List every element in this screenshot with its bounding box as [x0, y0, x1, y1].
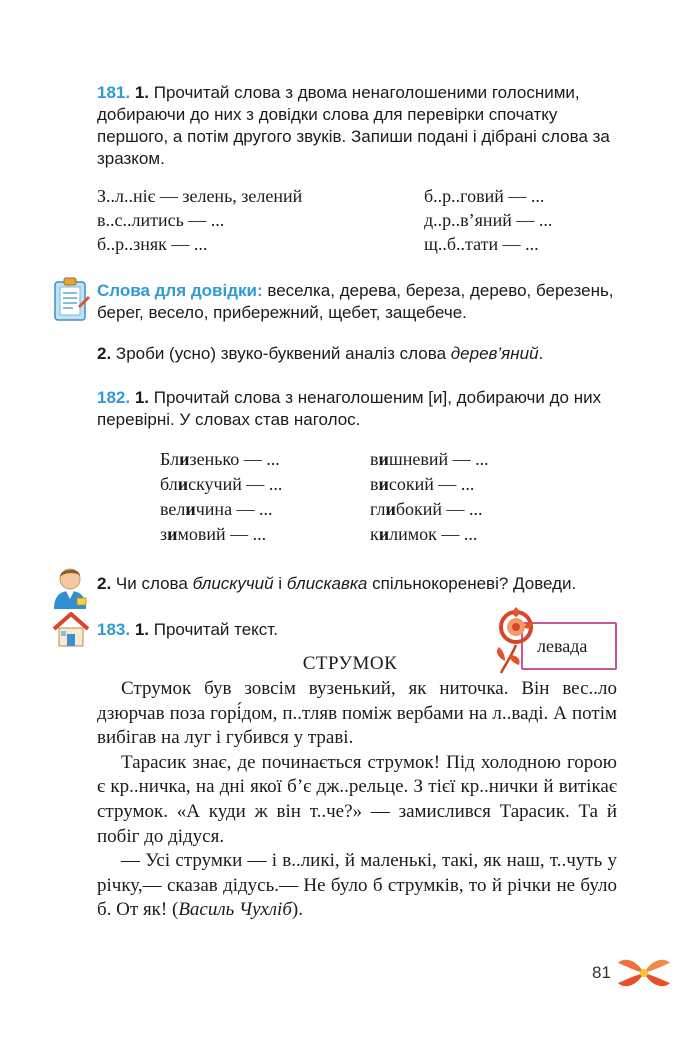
word-list-182 [160, 447, 489, 547]
story-text [97, 677, 617, 923]
word-item: глибокий — ... [370, 499, 483, 519]
story-paragraph: — Усі струмки — і в..ликі, й маленькі, такі, як наш, т..чуть у річку,— сказав дідусь.— Не було б струмків, то й річки не було б. От як! (Василь Чухліб). [97, 850, 617, 921]
task-text: Зроби (усно) звуко-буквений аналіз слова [115, 344, 447, 363]
exercise-number: 183. [97, 620, 131, 639]
task-word: дерев’яний [450, 344, 539, 363]
story-paragraph: Тарасик знає, де починається струмок! Під холодною горою є кр..ничка, на дні якої б’є дж..рельце. З тієї кр..нички й витікає струмок. «А куди ж він т..че?» — замислився Тарасик. Та й побіг до дідуся. [97, 751, 617, 847]
exercise-181-task2: 2. Зроби (усно) звуко-буквений аналіз слова дерев’яний. [97, 344, 544, 363]
reference-words [97, 280, 617, 324]
word-item: зимовий — ... [160, 524, 267, 544]
exercise-182-task [97, 387, 617, 431]
clipboard-icon [52, 276, 90, 329]
glossary-word: левада [537, 635, 588, 656]
word-item: величина — ... [160, 499, 273, 519]
word-list-181 [97, 184, 552, 256]
word-row [97, 208, 552, 232]
task-text: Прочитай слова з ненаголошеним [и], добираючи до них перевірні. У словах став наголос. [97, 388, 602, 429]
story-title: СТРУМОК [302, 653, 398, 674]
word-item: високий — ... [370, 474, 475, 494]
flower-ornament-icon [493, 605, 539, 680]
subtask-number: 1. [134, 83, 150, 102]
exercise-182-task2: 2. Чи слова блискучий і блискавка спільнокореневі? Доведи. [97, 574, 577, 593]
word-row [160, 522, 489, 547]
reference-label: Слова для довідки: [97, 281, 263, 300]
reference-text: веселка, дерева, береза, дерево, березень, берег, весело, прибережний, щебет, защебече. [97, 281, 614, 322]
word-row [97, 232, 552, 256]
word-item: д..р..в’яний — ... [424, 210, 553, 230]
subtask-number: 2. [97, 344, 112, 363]
exercise-181-task [97, 82, 617, 170]
house-icon [52, 612, 90, 653]
word-item: б..р..зняк — ... [97, 234, 208, 254]
word-item: вишневий — ... [370, 449, 489, 469]
page-number: 81 [592, 963, 611, 982]
author-name: Василь Чухліб [178, 899, 292, 921]
word-item: в..с..литись — ... [97, 210, 225, 230]
task-text: Прочитай текст. [153, 620, 278, 639]
exercise-number: 181. [97, 83, 131, 102]
subtask-number: 1. [134, 388, 150, 407]
word-item: блискучий — ... [160, 474, 283, 494]
word-item: килимок — ... [370, 524, 478, 544]
word-row [160, 472, 489, 497]
word-item: Близенько — ... [160, 449, 280, 469]
word-row [160, 497, 489, 522]
person-icon [50, 562, 90, 615]
subtask-number: 1. [134, 620, 150, 639]
story-paragraph: Струмок був зовсім вузенький, як ниточка. Він вес..ло дзюрчав поза горі́дом, п..тляв поміж вербами на л..ваді. А потім вибігав на луг і губився у траві. [97, 678, 617, 749]
task-text: Прочитай слова з двома ненаголошеними голосними, добираючи до них з довідки слова для перевірки спочатку першого, а потім другого звуків. Запиши подані і дібрані слова за зразком. [97, 83, 610, 168]
leaf-ornament-icon [616, 955, 672, 996]
word-item: З..л..ніє — зелень, зелений [97, 186, 303, 206]
word-item: б..р..говий — ... [424, 186, 545, 206]
subtask-number: 2. [97, 574, 112, 593]
word-item: щ..б..тати — ... [424, 234, 539, 254]
word-row [97, 184, 552, 208]
word-row [160, 447, 489, 472]
exercise-number: 182. [97, 388, 131, 407]
